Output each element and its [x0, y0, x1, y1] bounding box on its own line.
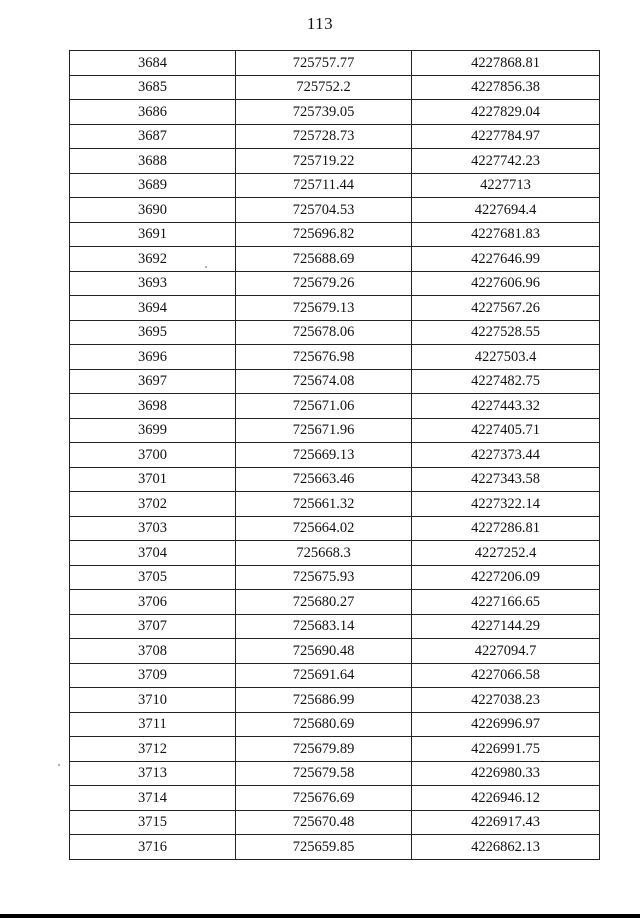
point-number-cell: 3708 [70, 639, 236, 664]
x-coordinate-cell: 725675.93 [236, 565, 412, 590]
y-coordinate-cell: 4227528.55 [412, 320, 600, 345]
x-coordinate-cell: 725711.44 [236, 173, 412, 198]
x-coordinate-cell: 725671.06 [236, 394, 412, 419]
point-number-cell: 3694 [70, 296, 236, 321]
x-coordinate-cell: 725757.77 [236, 51, 412, 76]
point-number-cell: 3695 [70, 320, 236, 345]
y-coordinate-cell: 4227713 [412, 173, 600, 198]
x-coordinate-cell: 725690.48 [236, 639, 412, 664]
table-row [70, 786, 600, 811]
table-row [70, 639, 600, 664]
x-coordinate-cell: 725663.46 [236, 467, 412, 492]
x-coordinate-cell: 725664.02 [236, 516, 412, 541]
scan-speck [58, 764, 60, 766]
table-row [70, 565, 600, 590]
point-number-cell: 3707 [70, 614, 236, 639]
point-number-cell: 3686 [70, 100, 236, 125]
x-coordinate-cell: 725680.69 [236, 712, 412, 737]
point-number-cell: 3709 [70, 663, 236, 688]
point-number-cell: 3705 [70, 565, 236, 590]
table-row [70, 418, 600, 443]
point-number-cell: 3716 [70, 835, 236, 860]
table-row [70, 222, 600, 247]
point-number-cell: 3713 [70, 761, 236, 786]
table-row [70, 198, 600, 223]
table-row [70, 173, 600, 198]
x-coordinate-cell: 725752.2 [236, 75, 412, 100]
x-coordinate-cell: 725679.89 [236, 737, 412, 762]
table-row [70, 761, 600, 786]
point-number-cell: 3699 [70, 418, 236, 443]
point-number-cell: 3693 [70, 271, 236, 296]
y-coordinate-cell: 4227503.4 [412, 345, 600, 370]
scan-speck [205, 266, 207, 268]
point-number-cell: 3697 [70, 369, 236, 394]
x-coordinate-cell: 725678.06 [236, 320, 412, 345]
point-number-cell: 3715 [70, 810, 236, 835]
scan-bottom-edge [0, 914, 640, 918]
y-coordinate-cell: 4227482.75 [412, 369, 600, 394]
y-coordinate-cell: 4227066.58 [412, 663, 600, 688]
y-coordinate-cell: 4226996.97 [412, 712, 600, 737]
x-coordinate-cell: 725679.13 [236, 296, 412, 321]
x-coordinate-cell: 725739.05 [236, 100, 412, 125]
y-coordinate-cell: 4227206.09 [412, 565, 600, 590]
y-coordinate-cell: 4227166.65 [412, 590, 600, 615]
x-coordinate-cell: 725679.26 [236, 271, 412, 296]
y-coordinate-cell: 4227343.58 [412, 467, 600, 492]
table-row [70, 443, 600, 468]
x-coordinate-cell: 725669.13 [236, 443, 412, 468]
x-coordinate-cell: 725688.69 [236, 247, 412, 272]
point-number-cell: 3714 [70, 786, 236, 811]
x-coordinate-cell: 725680.27 [236, 590, 412, 615]
table-row [70, 369, 600, 394]
x-coordinate-cell: 725704.53 [236, 198, 412, 223]
point-number-cell: 3706 [70, 590, 236, 615]
table-row [70, 51, 600, 76]
point-number-cell: 3698 [70, 394, 236, 419]
y-coordinate-cell: 4227252.4 [412, 541, 600, 566]
x-coordinate-cell: 725691.64 [236, 663, 412, 688]
point-number-cell: 3696 [70, 345, 236, 370]
table-row [70, 149, 600, 174]
x-coordinate-cell: 725683.14 [236, 614, 412, 639]
x-coordinate-cell: 725728.73 [236, 124, 412, 149]
point-number-cell: 3702 [70, 492, 236, 517]
y-coordinate-cell: 4227567.26 [412, 296, 600, 321]
x-coordinate-cell: 725659.85 [236, 835, 412, 860]
y-coordinate-cell: 4226917.43 [412, 810, 600, 835]
y-coordinate-cell: 4227443.32 [412, 394, 600, 419]
y-coordinate-cell: 4227144.29 [412, 614, 600, 639]
point-number-cell: 3701 [70, 467, 236, 492]
y-coordinate-cell: 4226862.13 [412, 835, 600, 860]
table-row [70, 614, 600, 639]
y-coordinate-cell: 4227868.81 [412, 51, 600, 76]
y-coordinate-cell: 4227829.04 [412, 100, 600, 125]
coordinate-table-body [70, 51, 600, 860]
y-coordinate-cell: 4227322.14 [412, 492, 600, 517]
x-coordinate-cell: 725686.99 [236, 688, 412, 713]
coordinate-table [69, 50, 600, 860]
table-row [70, 590, 600, 615]
x-coordinate-cell: 725671.96 [236, 418, 412, 443]
point-number-cell: 3690 [70, 198, 236, 223]
table-row [70, 688, 600, 713]
table-row [70, 467, 600, 492]
point-number-cell: 3710 [70, 688, 236, 713]
table-row [70, 320, 600, 345]
x-coordinate-cell: 725679.58 [236, 761, 412, 786]
table-row [70, 810, 600, 835]
point-number-cell: 3691 [70, 222, 236, 247]
point-number-cell: 3711 [70, 712, 236, 737]
table-row [70, 516, 600, 541]
y-coordinate-cell: 4227373.44 [412, 443, 600, 468]
point-number-cell: 3688 [70, 149, 236, 174]
point-number-cell: 3687 [70, 124, 236, 149]
x-coordinate-cell: 725661.32 [236, 492, 412, 517]
x-coordinate-cell: 725674.08 [236, 369, 412, 394]
y-coordinate-cell: 4227784.97 [412, 124, 600, 149]
y-coordinate-cell: 4227856.38 [412, 75, 600, 100]
point-number-cell: 3703 [70, 516, 236, 541]
x-coordinate-cell: 725668.3 [236, 541, 412, 566]
table-row [70, 663, 600, 688]
y-coordinate-cell: 4227646.99 [412, 247, 600, 272]
table-row [70, 541, 600, 566]
table-row [70, 492, 600, 517]
table-row [70, 394, 600, 419]
y-coordinate-cell: 4226991.75 [412, 737, 600, 762]
point-number-cell: 3692 [70, 247, 236, 272]
table-row [70, 247, 600, 272]
page-number: 113 [306, 14, 334, 33]
y-coordinate-cell: 4227286.81 [412, 516, 600, 541]
y-coordinate-cell: 4227742.23 [412, 149, 600, 174]
y-coordinate-cell: 4227094.7 [412, 639, 600, 664]
x-coordinate-cell: 725670.48 [236, 810, 412, 835]
table-row [70, 835, 600, 860]
point-number-cell: 3712 [70, 737, 236, 762]
y-coordinate-cell: 4227606.96 [412, 271, 600, 296]
table-row [70, 75, 600, 100]
table-row [70, 296, 600, 321]
y-coordinate-cell: 4226946.12 [412, 786, 600, 811]
point-number-cell: 3684 [70, 51, 236, 76]
y-coordinate-cell: 4227694.4 [412, 198, 600, 223]
y-coordinate-cell: 4227405.71 [412, 418, 600, 443]
point-number-cell: 3704 [70, 541, 236, 566]
x-coordinate-cell: 725696.82 [236, 222, 412, 247]
point-number-cell: 3700 [70, 443, 236, 468]
y-coordinate-cell: 4226980.33 [412, 761, 600, 786]
table-row [70, 345, 600, 370]
table-row [70, 100, 600, 125]
y-coordinate-cell: 4227681.83 [412, 222, 600, 247]
x-coordinate-cell: 725676.69 [236, 786, 412, 811]
y-coordinate-cell: 4227038.23 [412, 688, 600, 713]
table-row [70, 124, 600, 149]
table-row [70, 271, 600, 296]
table-row [70, 737, 600, 762]
x-coordinate-cell: 725676.98 [236, 345, 412, 370]
point-number-cell: 3685 [70, 75, 236, 100]
table-row [70, 712, 600, 737]
point-number-cell: 3689 [70, 173, 236, 198]
x-coordinate-cell: 725719.22 [236, 149, 412, 174]
